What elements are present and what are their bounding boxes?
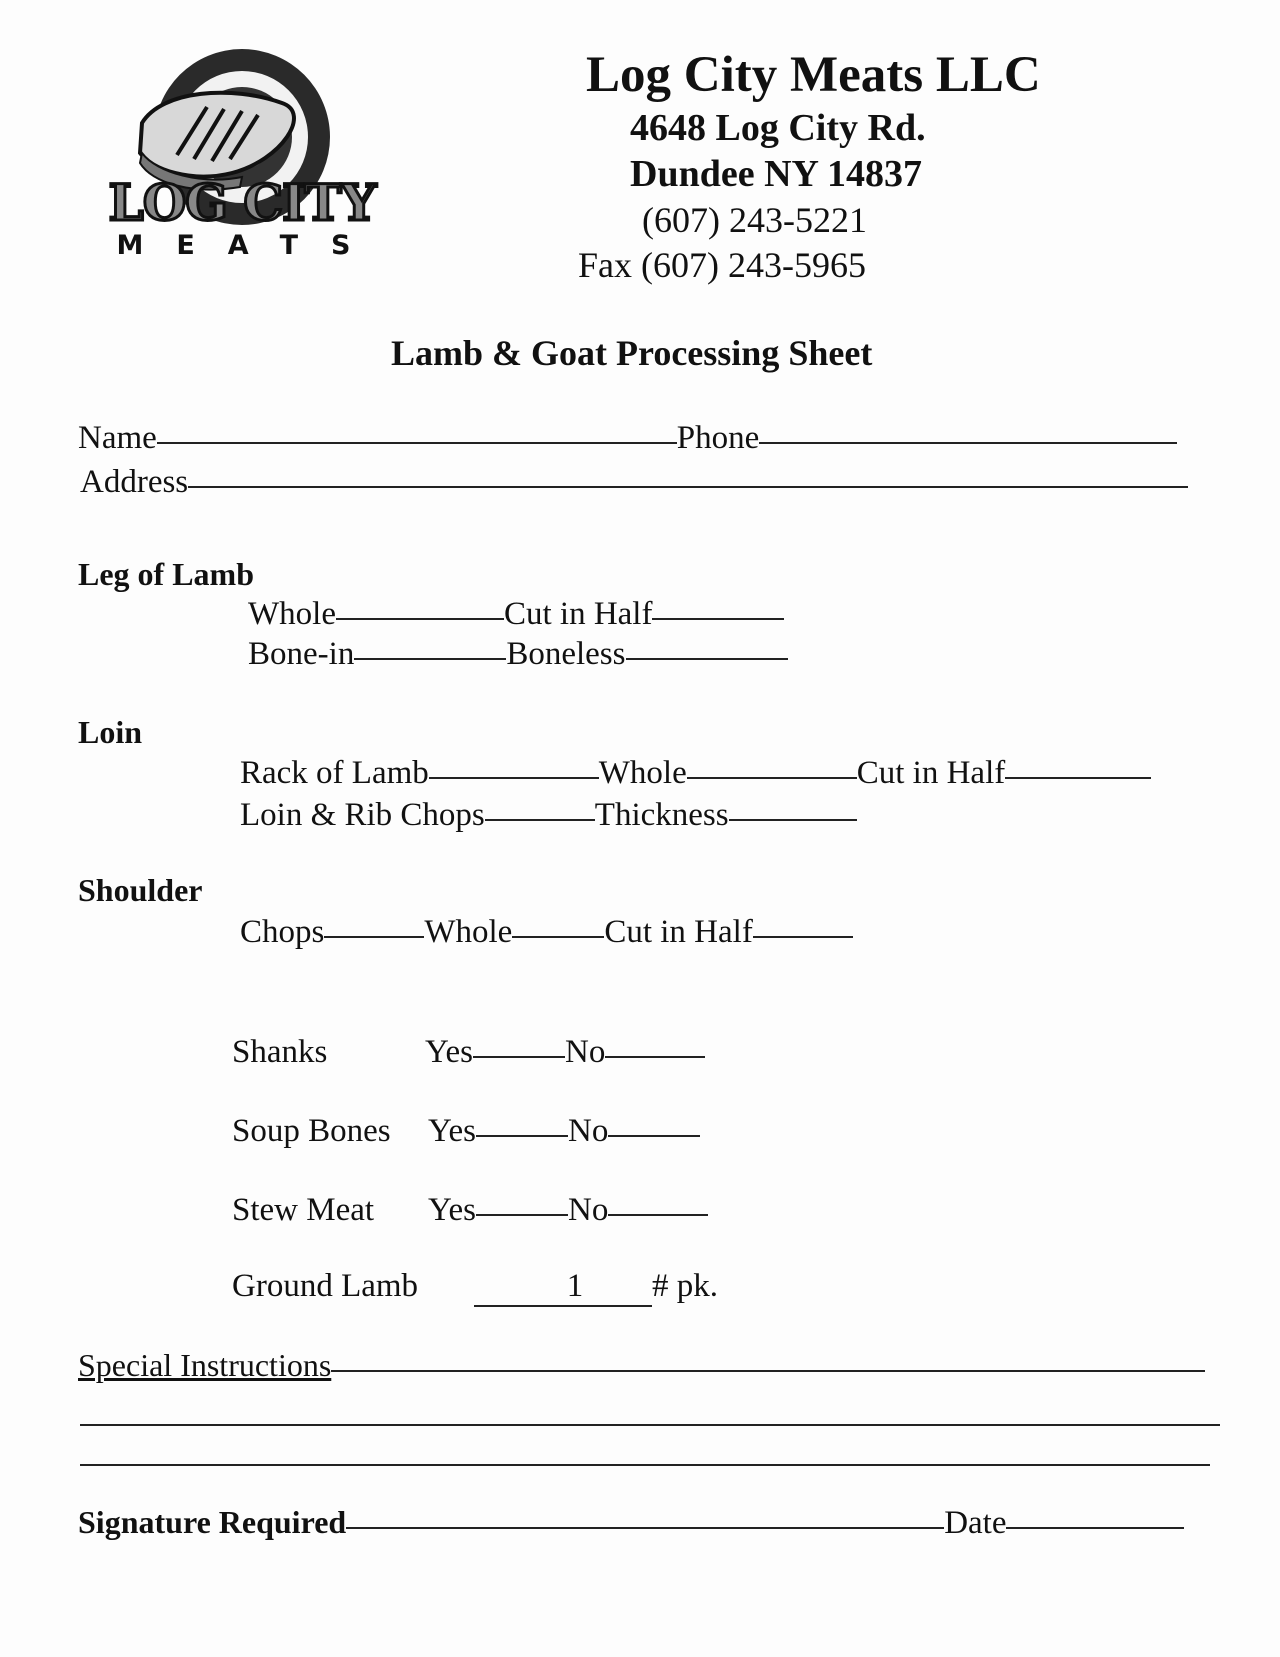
shanks-row — [232, 1034, 705, 1071]
phone-field[interactable] — [759, 442, 1177, 444]
leg-whole-field[interactable] — [336, 618, 504, 620]
rack-of-lamb-field[interactable] — [429, 777, 599, 779]
special-instructions-row — [78, 1347, 1205, 1384]
soup-bones-no-label: No — [568, 1113, 609, 1149]
stew-meat-row — [232, 1192, 708, 1229]
loin-chops-label: Loin & Rib Chops — [240, 797, 485, 833]
phone-label: Phone — [676, 420, 760, 456]
shoulder-row — [240, 914, 853, 951]
leg-boneless-label: Boneless — [506, 636, 626, 672]
soup-bones-yes-label: Yes — [428, 1113, 477, 1149]
stew-meat-label: Stew Meat — [232, 1192, 375, 1228]
loin-whole-label: Whole — [598, 755, 687, 791]
shoulder-whole-field[interactable] — [512, 936, 604, 938]
ground-lamb-field[interactable] — [474, 1268, 652, 1307]
signature-label: Signature Required — [78, 1504, 347, 1540]
shoulder-whole-label: Whole — [424, 914, 513, 950]
loin-row-1 — [240, 755, 1151, 792]
thickness-label: Thickness — [594, 797, 729, 833]
soup-bones-row — [232, 1113, 700, 1150]
address-label: Address — [80, 464, 189, 500]
signature-field[interactable] — [346, 1527, 944, 1529]
thickness-field[interactable] — [729, 819, 857, 821]
special-instructions-field[interactable] — [331, 1370, 1205, 1372]
shanks-yes-field[interactable] — [473, 1056, 565, 1058]
date-field[interactable] — [1006, 1527, 1184, 1529]
loin-heading: Loin — [78, 714, 143, 750]
loin-row-2 — [240, 797, 857, 834]
shoulder-cut-half-label: Cut in Half — [604, 914, 753, 950]
leg-row-1 — [248, 596, 784, 633]
logo-wordmark: LOG CITY — [108, 173, 376, 232]
soup-bones-yes-field[interactable] — [476, 1135, 568, 1137]
company-phone: (607) 243-5221 — [642, 200, 867, 240]
shoulder-heading: Shoulder — [78, 872, 203, 908]
name-field[interactable] — [157, 442, 677, 444]
ground-lamb-unit: # pk. — [652, 1268, 718, 1304]
rack-of-lamb-label: Rack of Lamb — [240, 755, 429, 791]
loin-cut-half-field[interactable] — [1005, 777, 1151, 779]
company-logo — [82, 45, 402, 270]
name-label: Name — [78, 420, 157, 456]
ground-lamb-row — [232, 1268, 718, 1307]
name-phone-row — [78, 420, 1177, 457]
loin-cut-half-label: Cut in Half — [856, 755, 1006, 791]
logo-subtitle: MEATS — [116, 230, 384, 261]
special-instructions-label: Special Instructions — [78, 1347, 332, 1383]
special-instructions-line-3[interactable] — [80, 1464, 1210, 1466]
shoulder-chops-field[interactable] — [324, 936, 424, 938]
date-label: Date — [944, 1505, 1007, 1541]
stew-meat-yes-field[interactable] — [476, 1214, 568, 1216]
ground-lamb-label: Ground Lamb — [232, 1268, 419, 1304]
shanks-yes-label: Yes — [425, 1034, 474, 1070]
soup-bones-label: Soup Bones — [232, 1113, 391, 1149]
leg-bone-in-field[interactable] — [354, 658, 506, 660]
signature-row — [78, 1504, 1184, 1542]
leg-bone-in-label: Bone-in — [248, 636, 355, 672]
leg-cut-half-field[interactable] — [652, 618, 784, 620]
shanks-label: Shanks — [232, 1034, 328, 1070]
company-city: Dundee NY 14837 — [630, 153, 923, 195]
shanks-no-label: No — [565, 1034, 606, 1070]
stew-meat-no-field[interactable] — [608, 1214, 708, 1216]
address-row — [80, 464, 1188, 501]
company-street: 4648 Log City Rd. — [630, 107, 926, 149]
page-title: Lamb & Goat Processing Sheet — [391, 333, 873, 373]
company-fax: Fax (607) 243-5965 — [578, 245, 866, 285]
leg-whole-label: Whole — [248, 596, 336, 632]
stew-meat-yes-label: Yes — [428, 1192, 477, 1228]
special-instructions-line-2[interactable] — [80, 1424, 1220, 1426]
shoulder-chops-label: Chops — [240, 914, 325, 950]
leg-of-lamb-heading: Leg of Lamb — [78, 556, 254, 592]
company-name: Log City Meats LLC — [586, 47, 1041, 103]
leg-boneless-field[interactable] — [626, 658, 788, 660]
leg-cut-half-label: Cut in Half — [503, 596, 653, 632]
stew-meat-no-label: No — [568, 1192, 609, 1228]
address-field[interactable] — [188, 486, 1188, 488]
ground-lamb-value: 1 — [566, 1268, 584, 1304]
shoulder-cut-half-field[interactable] — [753, 936, 853, 938]
leg-row-2 — [248, 636, 788, 673]
loin-chops-field[interactable] — [485, 819, 595, 821]
loin-whole-field[interactable] — [687, 777, 857, 779]
soup-bones-no-field[interactable] — [608, 1135, 700, 1137]
shanks-no-field[interactable] — [605, 1056, 705, 1058]
